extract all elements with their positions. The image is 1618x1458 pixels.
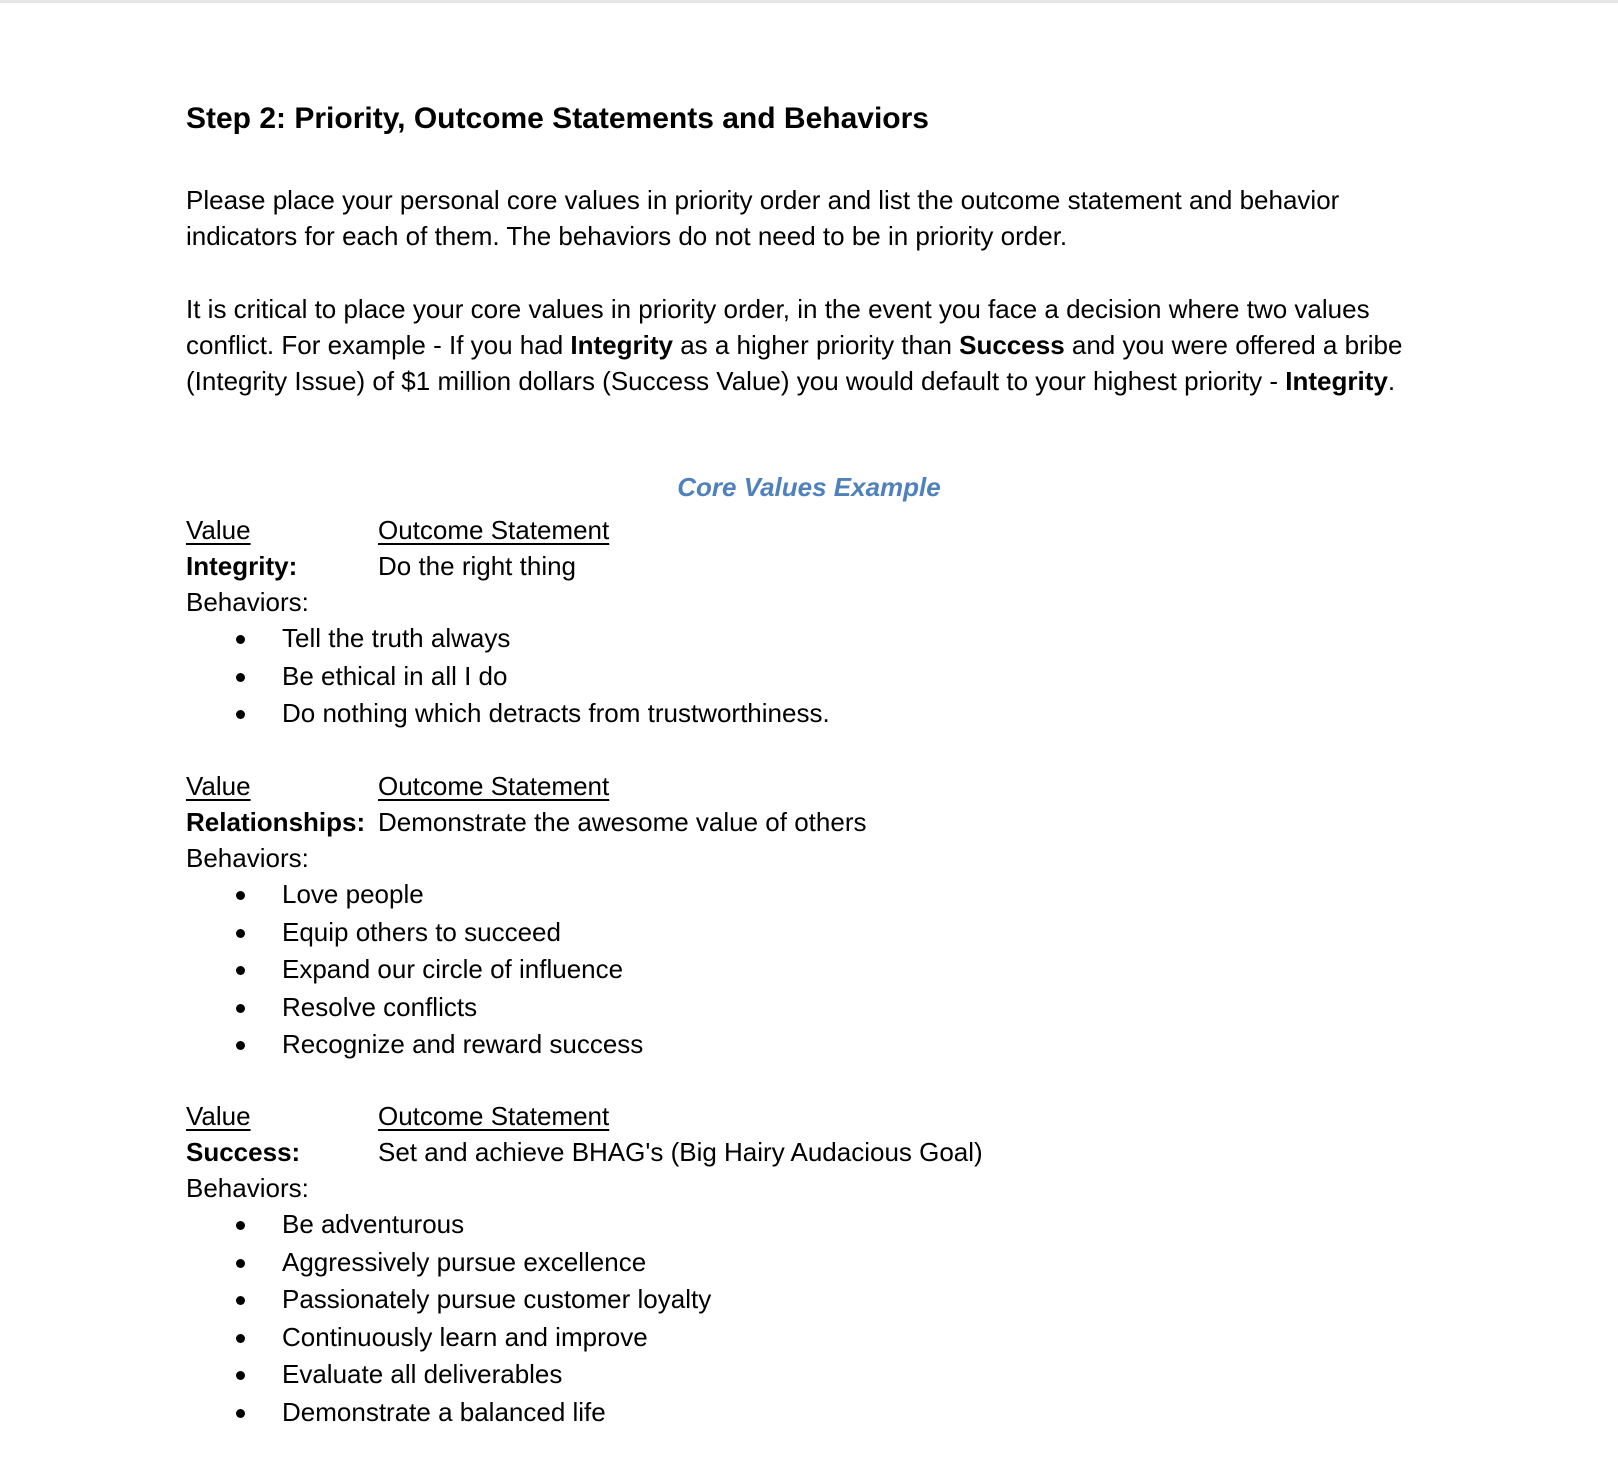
bullet-icon	[236, 1259, 245, 1268]
behaviors-label: Behaviors:	[186, 1173, 309, 1203]
behavior-item	[186, 914, 1386, 952]
core-values-example-title: Core Values Example	[677, 472, 941, 502]
behaviors-label-row	[186, 840, 1386, 876]
outcome-statement: Do the right thing	[378, 551, 577, 581]
value-block-relationships	[186, 768, 1386, 1064]
behavior-text: Do nothing which detracts from trustworthiness.	[282, 698, 830, 728]
behavior-item	[186, 1281, 1386, 1319]
behaviors-label: Behaviors:	[186, 843, 309, 873]
behavior-text: Passionately pursue customer loyalty	[282, 1284, 712, 1314]
behaviors-list	[186, 620, 1386, 733]
value-header-row	[186, 512, 1386, 548]
bullet-icon	[236, 710, 245, 719]
behavior-text: Tell the truth always	[282, 623, 511, 653]
behavior-item	[186, 1319, 1386, 1357]
value-name: Success:	[186, 1137, 301, 1167]
behavior-text: Be ethical in all I do	[282, 660, 508, 691]
behavior-item	[186, 1356, 1386, 1394]
bullet-icon	[236, 635, 245, 644]
priority-bold-integrity-final: Integrity	[1285, 366, 1388, 396]
behavior-item	[186, 876, 1386, 914]
behaviors-label-row	[186, 1170, 1386, 1206]
behavior-text: Continuously learn and improve	[282, 1321, 648, 1352]
intro-paragraph: Please place your personal core values in priority order and list the outcome statement and behavior indicators for each of them. The behaviors do not need to be in priority order.	[186, 185, 1340, 251]
bullet-icon	[236, 966, 245, 975]
behavior-text: Demonstrate a balanced life	[282, 1396, 606, 1427]
behavior-item	[186, 1244, 1386, 1282]
priority-bold-integrity: Integrity	[570, 330, 673, 360]
priority-text-2: as a higher priority than	[672, 330, 960, 360]
outcome-column-header: Outcome Statement	[378, 771, 610, 801]
value-name: Relationships:	[186, 807, 366, 837]
value-block-integrity	[186, 512, 1386, 733]
value-name: Integrity:	[186, 551, 298, 581]
behavior-text: Expand our circle of influence	[282, 954, 624, 984]
bullet-icon	[236, 673, 245, 682]
behavior-text: Recognize and reward success	[282, 1029, 644, 1059]
bullet-icon	[236, 1296, 245, 1305]
priority-text-4: .	[1387, 366, 1396, 396]
behavior-text: Aggressively pursue excellence	[282, 1246, 647, 1277]
page-top-edge	[0, 0, 1618, 3]
bullet-icon	[236, 1371, 245, 1380]
page-title: Step 2: Priority, Outcome Statements and Behaviors	[186, 102, 929, 135]
priority-explanation-paragraph	[186, 291, 1446, 399]
value-block-success	[186, 1098, 1386, 1431]
behavior-item	[186, 695, 1386, 733]
value-header-row	[186, 1098, 1386, 1134]
value-header-row	[186, 768, 1386, 804]
bullet-icon	[236, 1004, 245, 1013]
behaviors-label: Behaviors:	[186, 587, 309, 617]
bullet-icon	[236, 891, 245, 900]
bullet-icon	[236, 929, 245, 938]
behavior-text: Resolve conflicts	[282, 991, 478, 1022]
value-column-header: Value	[186, 515, 251, 545]
behavior-text: Be adventurous	[282, 1209, 465, 1239]
behavior-item	[186, 1026, 1386, 1064]
bullet-icon	[236, 1221, 245, 1230]
behavior-item	[186, 989, 1386, 1027]
outcome-statement: Set and achieve BHAG's (Big Hairy Audacious Goal)	[378, 1137, 983, 1167]
bullet-icon	[236, 1334, 245, 1343]
value-column-header: Value	[186, 771, 251, 801]
value-row	[186, 1134, 1386, 1170]
priority-bold-success: Success	[959, 330, 1065, 360]
behavior-text: Equip others to succeed	[282, 916, 561, 947]
behavior-text: Evaluate all deliverables	[282, 1359, 563, 1389]
priority-text-3: and you were offered a bribe (Integrity Issue) of $1 million dollars (Success Value) you would default to your highest priority -	[186, 330, 1403, 396]
bullet-icon	[236, 1409, 245, 1418]
outcome-statement: Demonstrate the awesome value of others	[378, 807, 867, 837]
value-column-header: Value	[186, 1101, 251, 1131]
priority-text-1: It is critical to place your core values in priority order, in the event you face a decision where two values conflict. For example - If you had	[186, 294, 1370, 360]
behaviors-label-row	[186, 584, 1386, 620]
bullet-icon	[236, 1041, 245, 1050]
behaviors-list	[186, 876, 1386, 1064]
value-row	[186, 804, 1386, 840]
behavior-item	[186, 1206, 1386, 1244]
outcome-column-header: Outcome Statement	[378, 1101, 610, 1131]
behavior-item	[186, 620, 1386, 658]
behavior-item	[186, 1394, 1386, 1432]
behavior-item	[186, 951, 1386, 989]
behavior-text: Love people	[282, 879, 424, 909]
behaviors-list	[186, 1206, 1386, 1431]
behavior-item	[186, 658, 1386, 696]
outcome-column-header: Outcome Statement	[378, 515, 610, 545]
value-row	[186, 548, 1386, 584]
